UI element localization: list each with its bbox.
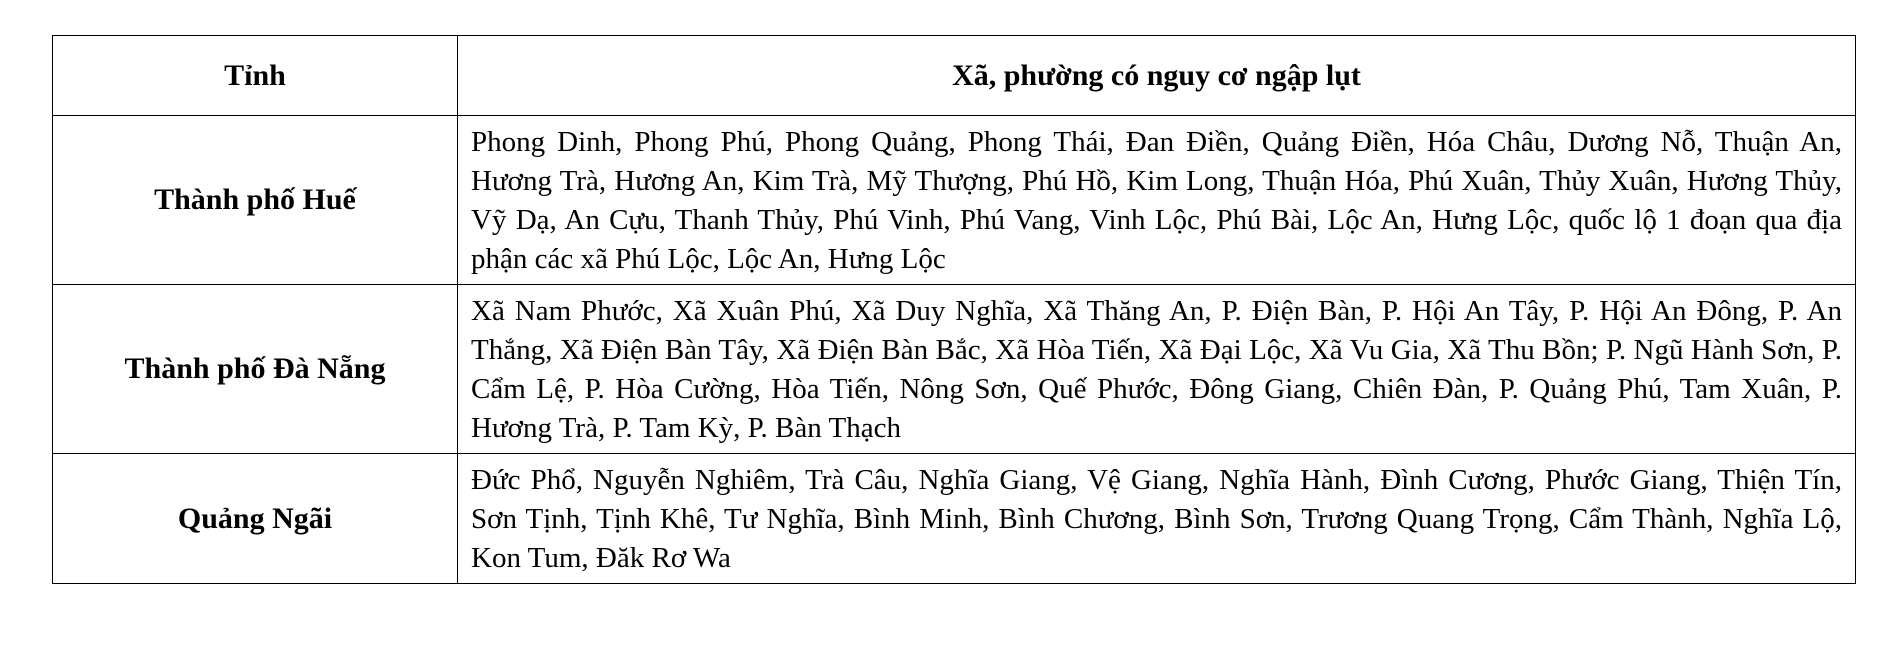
flood-risk-table	[52, 35, 1856, 584]
areas-cell: Xã Nam Phước, Xã Xuân Phú, Xã Duy Nghĩa, Xã Thăng An, P. Điện Bàn, P. Hội An Tây, P. Hội An Đông, P. An Thắng, Xã Điện Bàn Tây, Xã Điện Bàn Bắc, Xã Hòa Tiến, Xã Đại Lộc, Xã Vu Gia, Xã Thu Bồn; P. Ngũ Hành Sơn, P. Cẩm Lệ, P. Hòa Cường, Hòa Tiến, Nông Sơn, Quế Phước, Đông Giang, Chiên Đàn, P. Quảng Phú, Tam Xuân, P. Hương Trà, P. Tam Kỳ, P. Bàn Thạch	[458, 285, 1856, 454]
table-row	[53, 285, 1856, 454]
table-row	[53, 454, 1856, 584]
province-cell: Thành phố Huế	[53, 116, 458, 285]
table-header	[53, 36, 1856, 116]
areas-cell: Đức Phổ, Nguyễn Nghiêm, Trà Câu, Nghĩa Giang, Vệ Giang, Nghĩa Hành, Đình Cương, Phước Giang, Thiện Tín, Sơn Tịnh, Tịnh Khê, Tư Nghĩa, Bình Minh, Bình Chương, Bình Sơn, Trương Quang Trọng, Cẩm Thành, Nghĩa Lộ, Kon Tum, Đăk Rơ Wa	[458, 454, 1856, 584]
header-province: Tỉnh	[53, 36, 458, 116]
areas-cell: Phong Dinh, Phong Phú, Phong Quảng, Phong Thái, Đan Điền, Quảng Điền, Hóa Châu, Dương Nỗ, Thuận An, Hương Trà, Hương An, Kim Trà, Mỹ Thượng, Phú Hồ, Kim Long, Thuận Hóa, Phú Xuân, Thủy Xuân, Hương Thủy, Vỹ Dạ, An Cựu, Thanh Thủy, Phú Vinh, Phú Vang, Vinh Lộc, Phú Bài, Lộc An, Hưng Lộc, quốc lộ 1 đoạn qua địa phận các xã Phú Lộc, Lộc An, Hưng Lộc	[458, 116, 1856, 285]
table-body	[53, 116, 1856, 584]
table-row	[53, 116, 1856, 285]
header-areas: Xã, phường có nguy cơ ngập lụt	[458, 36, 1856, 116]
province-cell: Thành phố Đà Nẵng	[53, 285, 458, 454]
header-row	[53, 36, 1856, 116]
province-cell: Quảng Ngãi	[53, 454, 458, 584]
